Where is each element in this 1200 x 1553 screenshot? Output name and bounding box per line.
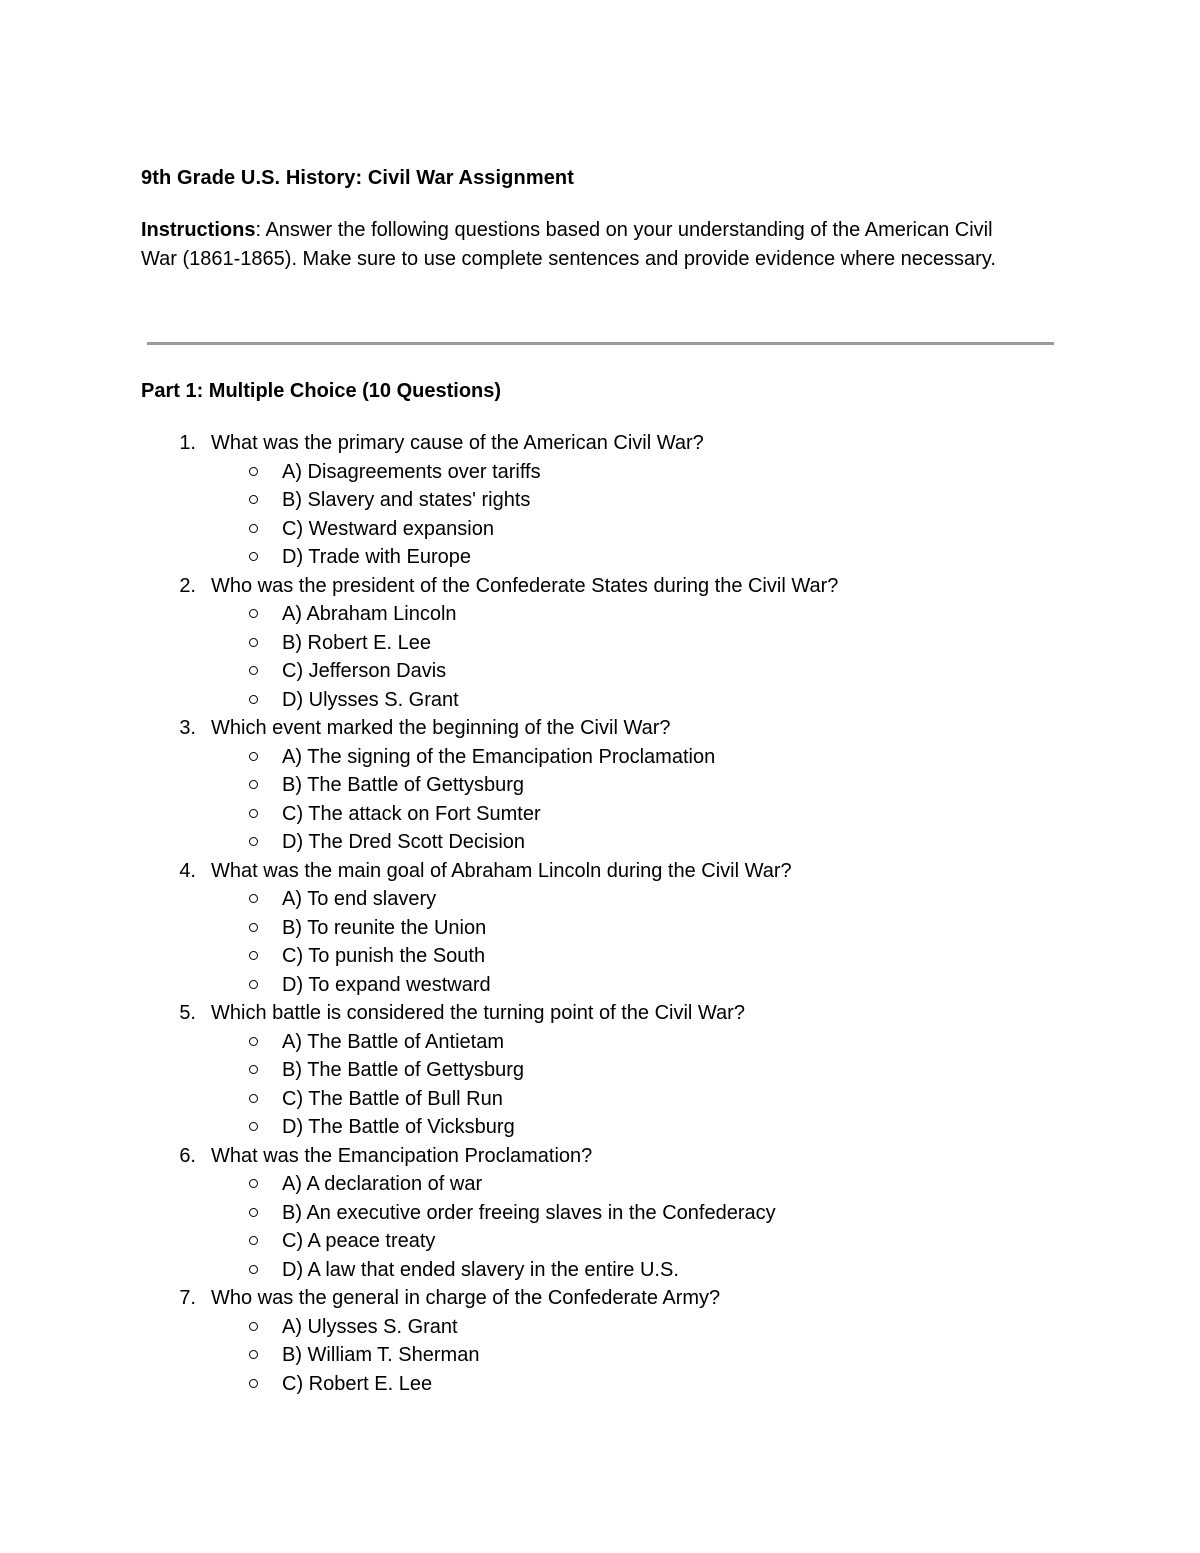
answer-option — [141, 1170, 838, 1199]
question-item — [141, 572, 838, 715]
question-number: 5. — [179, 1002, 196, 1024]
answer-option — [141, 1113, 838, 1142]
answer-option-text: A) The signing of the Emancipation Proclamation — [282, 745, 716, 768]
question-line — [141, 1142, 838, 1171]
question-line — [141, 572, 838, 601]
hollow-circle-bullet-icon — [249, 1065, 258, 1074]
answer-option-text: D) Ulysses S. Grant — [282, 688, 459, 711]
answer-option — [141, 1370, 838, 1399]
answer-option — [141, 942, 838, 971]
answer-option-text: B) An executive order freeing slaves in the Confederacy — [282, 1201, 776, 1224]
question-line — [141, 714, 838, 743]
answer-option-text: B) The Battle of Gettysburg — [282, 1059, 524, 1081]
answer-option — [141, 686, 838, 715]
answer-option-text: D) To expand westward — [282, 973, 491, 996]
answer-option-text: C) Jefferson Davis — [282, 660, 447, 682]
answer-option — [141, 743, 838, 772]
answer-option-text: B) William T. Sherman — [282, 1344, 480, 1366]
question-line — [141, 1284, 838, 1313]
answer-options — [141, 1170, 838, 1284]
hollow-circle-bullet-icon — [249, 894, 258, 903]
answer-option-text: D) The Battle of Vicksburg — [282, 1116, 515, 1138]
answer-options — [141, 1313, 838, 1399]
hollow-circle-bullet-icon — [249, 666, 258, 675]
answer-option-text: D) The Dred Scott Decision — [282, 831, 526, 853]
question-text: Which battle is considered the turning point of the Civil War? — [211, 1002, 745, 1024]
question-number: 1. — [179, 432, 196, 454]
hollow-circle-bullet-icon — [249, 1350, 258, 1359]
answer-options — [141, 458, 838, 572]
question-number: 6. — [179, 1144, 196, 1167]
answer-option — [141, 1313, 838, 1342]
question-text: Who was the president of the Confederate States during the Civil War? — [211, 574, 839, 597]
question-number: 3. — [179, 717, 196, 739]
answer-option-text: B) Robert E. Lee — [282, 631, 431, 654]
hollow-circle-bullet-icon — [249, 980, 258, 989]
answer-option — [141, 600, 838, 629]
answer-option-text: A) The Battle of Antietam — [282, 1030, 504, 1053]
answer-option — [141, 971, 838, 1000]
question-text: What was the Emancipation Proclamation? — [211, 1144, 593, 1167]
question-number: 4. — [179, 859, 196, 882]
answer-options — [141, 600, 838, 714]
hollow-circle-bullet-icon — [249, 695, 258, 704]
question-line — [141, 857, 838, 886]
answer-option — [141, 629, 838, 658]
answer-option-text: A) Abraham Lincoln — [282, 603, 457, 625]
answer-option-text: D) Trade with Europe — [282, 546, 471, 568]
hollow-circle-bullet-icon — [249, 951, 258, 960]
hollow-circle-bullet-icon — [249, 1379, 258, 1388]
answer-option — [141, 914, 838, 943]
question-item — [141, 1284, 838, 1398]
hollow-circle-bullet-icon — [249, 1037, 258, 1046]
answer-option-text: C) The attack on Fort Sumter — [282, 802, 541, 825]
question-line — [141, 429, 838, 458]
hollow-circle-bullet-icon — [249, 1236, 258, 1245]
hollow-circle-bullet-icon — [249, 524, 258, 533]
hollow-circle-bullet-icon — [249, 552, 258, 561]
answer-option — [141, 1256, 838, 1285]
answer-option-text: C) A peace treaty — [282, 1230, 436, 1252]
hollow-circle-bullet-icon — [249, 809, 258, 818]
answer-option — [141, 458, 838, 487]
answer-options — [141, 1028, 838, 1142]
answer-options — [141, 743, 838, 857]
answer-option-text: C) To punish the South — [282, 945, 486, 967]
question-item — [141, 714, 838, 857]
question-item — [141, 999, 838, 1142]
document-title: 9th Grade U.S. History: Civil War Assignment — [141, 167, 575, 189]
answer-option-text: B) To reunite the Union — [282, 916, 487, 939]
question-item — [141, 429, 838, 572]
answer-option-text: A) To end slavery — [282, 888, 437, 910]
question-text: Who was the general in charge of the Confederate Army? — [211, 1287, 721, 1309]
question-text: What was the primary cause of the American Civil War? — [211, 432, 704, 454]
answer-option-text: A) Disagreements over tariffs — [282, 460, 541, 483]
answer-option-text: B) Slavery and states' rights — [282, 489, 531, 511]
answer-option-text: A) A declaration of war — [282, 1173, 483, 1195]
answer-option — [141, 1199, 838, 1228]
hollow-circle-bullet-icon — [249, 1179, 258, 1188]
answer-option — [141, 486, 838, 515]
question-text: What was the main goal of Abraham Lincoln during the Civil War? — [211, 859, 792, 882]
instructions-label: Instructions — [141, 219, 256, 241]
question-number: 7. — [179, 1287, 196, 1309]
answer-option — [141, 885, 838, 914]
answer-option — [141, 657, 838, 686]
answer-option-text: C) Robert E. Lee — [282, 1372, 433, 1395]
answer-option — [141, 515, 838, 544]
question-item — [141, 1142, 838, 1285]
instructions-text: : Answer the following questions based on your understanding of the American Civil War (1861-1865). Make sure to use complete sentences and provide evidence where necessary. — [141, 219, 996, 270]
answer-option — [141, 1227, 838, 1256]
hollow-circle-bullet-icon — [249, 780, 258, 789]
hollow-circle-bullet-icon — [249, 467, 258, 476]
answer-option-text: C) Westward expansion — [282, 517, 494, 540]
answer-option-text: C) The Battle of Bull Run — [282, 1087, 503, 1110]
hollow-circle-bullet-icon — [249, 1265, 258, 1274]
answer-option-text: B) The Battle of Gettysburg — [282, 774, 524, 796]
hollow-circle-bullet-icon — [249, 609, 258, 618]
hollow-circle-bullet-icon — [249, 1322, 258, 1331]
question-list — [141, 429, 838, 1398]
question-line — [141, 999, 838, 1028]
instructions-paragraph — [141, 216, 1021, 273]
hollow-circle-bullet-icon — [249, 1122, 258, 1131]
answer-option — [141, 828, 838, 857]
answer-options — [141, 885, 838, 999]
question-item — [141, 857, 838, 1000]
answer-option-text: A) Ulysses S. Grant — [282, 1315, 458, 1338]
answer-option — [141, 1085, 838, 1114]
document-page — [141, 164, 1061, 1395]
hollow-circle-bullet-icon — [249, 923, 258, 932]
hollow-circle-bullet-icon — [249, 837, 258, 846]
answer-option — [141, 543, 838, 572]
hollow-circle-bullet-icon — [249, 638, 258, 647]
part1-title: Part 1: Multiple Choice (10 Questions) — [141, 380, 502, 402]
hollow-circle-bullet-icon — [249, 752, 258, 761]
answer-option — [141, 771, 838, 800]
answer-option — [141, 1341, 838, 1370]
hollow-circle-bullet-icon — [249, 1208, 258, 1217]
answer-option — [141, 1056, 838, 1085]
question-number: 2. — [179, 574, 196, 597]
answer-option-text: D) A law that ended slavery in the entire U.S. — [282, 1258, 679, 1281]
horizontal-rule — [147, 342, 1054, 345]
hollow-circle-bullet-icon — [249, 495, 258, 504]
answer-option — [141, 1028, 838, 1057]
answer-option — [141, 800, 838, 829]
hollow-circle-bullet-icon — [249, 1094, 258, 1103]
question-text: Which event marked the beginning of the Civil War? — [211, 717, 671, 739]
